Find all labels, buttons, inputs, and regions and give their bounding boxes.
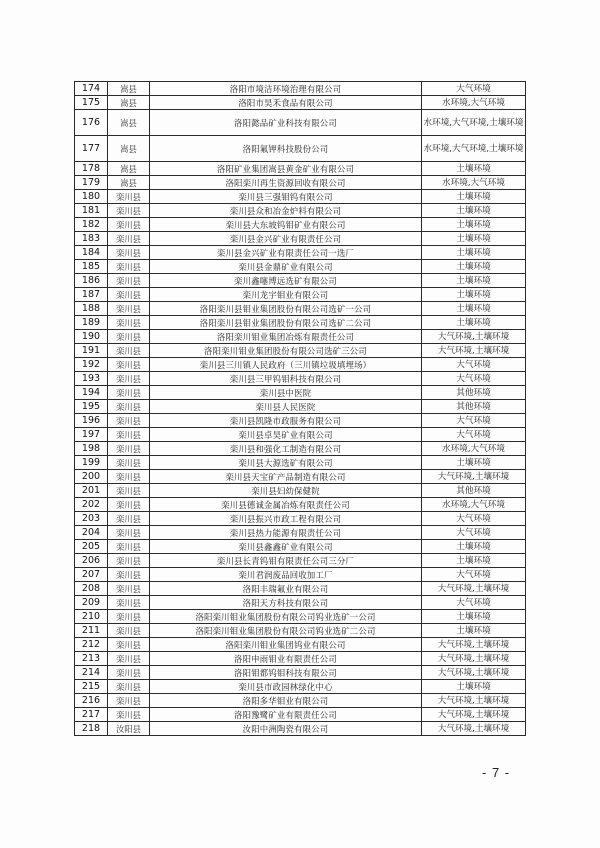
environment-type-cell: 土壤环境 <box>422 218 526 232</box>
environment-type-cell: 大气环境,土壤环境 <box>422 344 526 358</box>
row-number-cell: 214 <box>75 666 108 680</box>
row-number-cell: 209 <box>75 596 108 610</box>
table-row <box>75 694 526 708</box>
environment-type-cell: 其他环境 <box>422 386 526 400</box>
table-row <box>75 428 526 442</box>
county-cell: 栾川县 <box>108 386 150 400</box>
row-number-cell: 179 <box>75 176 108 190</box>
county-cell: 栾川县 <box>108 596 150 610</box>
company-name-cell: 洛阳多华钼业有限公司 <box>150 694 422 708</box>
environment-type-cell: 土壤环境 <box>422 232 526 246</box>
company-name-cell: 汝阳中洲陶瓷有限公司 <box>150 722 422 736</box>
county-cell: 栾川县 <box>108 624 150 638</box>
table-row <box>75 96 526 110</box>
row-number-cell: 205 <box>75 540 108 554</box>
county-cell: 栾川县 <box>108 526 150 540</box>
environment-type-cell: 土壤环境 <box>422 246 526 260</box>
environment-type-cell: 大气环境,土壤环境 <box>422 638 526 652</box>
company-name-cell: 栾川县人民医院 <box>150 400 422 414</box>
environment-type-cell: 水环境,大气环境,土壤环境 <box>422 136 526 162</box>
company-name-cell: 栾川县妇幼保健院 <box>150 484 422 498</box>
environment-type-cell: 大气环境 <box>422 358 526 372</box>
row-number-cell: 217 <box>75 708 108 722</box>
environment-type-cell: 大气环境,土壤环境 <box>422 330 526 344</box>
county-cell: 嵩县 <box>108 162 150 176</box>
row-number-cell: 197 <box>75 428 108 442</box>
environment-type-cell: 大气环境,土壤环境 <box>422 470 526 484</box>
company-name-cell: 栾川县长青钨钼有限责任公司三分厂 <box>150 554 422 568</box>
table-row <box>75 526 526 540</box>
row-number-cell: 211 <box>75 624 108 638</box>
row-number-cell: 215 <box>75 680 108 694</box>
table-row <box>75 372 526 386</box>
table-row <box>75 722 526 736</box>
company-name-cell: 栾川县三强钼钨有限公司 <box>150 190 422 204</box>
company-name-cell: 洛阳栾川钼业集团钨业有限公司 <box>150 638 422 652</box>
row-number-cell: 184 <box>75 246 108 260</box>
company-name-cell: 栾川鑫噻博远选矿有限公司 <box>150 274 422 288</box>
table-row <box>75 680 526 694</box>
row-number-cell: 212 <box>75 638 108 652</box>
row-number-cell: 206 <box>75 554 108 568</box>
table-row <box>75 666 526 680</box>
company-name-cell: 栾川龙宇钼业有限公司 <box>150 288 422 302</box>
county-cell: 栾川县 <box>108 484 150 498</box>
row-number-cell: 200 <box>75 470 108 484</box>
table-row <box>75 204 526 218</box>
company-name-cell: 栾川县振兴市政工程有限公司 <box>150 512 422 526</box>
table-row <box>75 136 526 162</box>
table-row <box>75 218 526 232</box>
county-cell: 栾川县 <box>108 344 150 358</box>
county-cell: 栾川县 <box>108 316 150 330</box>
row-number-cell: 195 <box>75 400 108 414</box>
row-number-cell: 194 <box>75 386 108 400</box>
table-body <box>75 82 526 736</box>
company-name-cell: 洛阳申雨钼业有限责任公司 <box>150 652 422 666</box>
table-row <box>75 190 526 204</box>
table-row <box>75 176 526 190</box>
environment-type-cell: 大气环境 <box>422 372 526 386</box>
company-name-cell: 栾川县和强化工制造有限公司 <box>150 442 422 456</box>
company-name-cell: 栾川君润废品回收加工厂 <box>150 568 422 582</box>
row-number-cell: 187 <box>75 288 108 302</box>
company-name-cell: 洛阳市昊禾食品有限公司 <box>150 96 422 110</box>
county-cell: 栾川县 <box>108 358 150 372</box>
county-cell: 栾川县 <box>108 414 150 428</box>
row-number-cell: 218 <box>75 722 108 736</box>
environment-type-cell: 土壤环境 <box>422 456 526 470</box>
company-name-cell: 洛阳栾川钼业集团股份有限公司选矿三公司 <box>150 344 422 358</box>
company-name-cell: 栾川县中医院 <box>150 386 422 400</box>
county-cell: 栾川县 <box>108 498 150 512</box>
company-name-cell: 栾川县德诚金属冶炼有限责任公司 <box>150 498 422 512</box>
environment-type-cell: 土壤环境 <box>422 274 526 288</box>
environment-type-cell: 土壤环境 <box>422 162 526 176</box>
county-cell: 嵩县 <box>108 136 150 162</box>
row-number-cell: 190 <box>75 330 108 344</box>
county-cell: 栾川县 <box>108 442 150 456</box>
company-name-cell: 洛阳丰瑞氟业有限公司 <box>150 582 422 596</box>
company-name-cell: 洛阳栾川钼业集团冶炼有限责任公司 <box>150 330 422 344</box>
row-number-cell: 176 <box>75 110 108 136</box>
company-name-cell: 洛阳栾川钼业集团股份有限公司钨业选矿一公司 <box>150 610 422 624</box>
row-number-cell: 186 <box>75 274 108 288</box>
county-cell: 栾川县 <box>108 694 150 708</box>
row-number-cell: 210 <box>75 610 108 624</box>
company-name-cell: 栾川县凯隆市政服务有限公司 <box>150 414 422 428</box>
environment-type-cell: 大气环境,土壤环境 <box>422 652 526 666</box>
company-name-cell: 洛阳栾川再生资源回收有限公司 <box>150 176 422 190</box>
environment-type-cell: 大气环境,土壤环境 <box>422 722 526 736</box>
row-number-cell: 178 <box>75 162 108 176</box>
row-number-cell: 189 <box>75 316 108 330</box>
county-cell: 栾川县 <box>108 302 150 316</box>
county-cell: 嵩县 <box>108 96 150 110</box>
row-number-cell: 188 <box>75 302 108 316</box>
county-cell: 栾川县 <box>108 400 150 414</box>
company-name-cell: 洛阳懿品矿业科技有限公司 <box>150 110 422 136</box>
table-row <box>75 246 526 260</box>
county-cell: 栾川县 <box>108 554 150 568</box>
table-row <box>75 484 526 498</box>
page-number: - 7 - <box>482 765 511 780</box>
table-row <box>75 610 526 624</box>
enterprise-list-table <box>74 81 526 736</box>
company-name-cell: 栾川县三川镇人民政府（三川镇垃圾填埋场） <box>150 358 422 372</box>
row-number-cell: 204 <box>75 526 108 540</box>
table-row <box>75 456 526 470</box>
environment-type-cell: 大气环境 <box>422 596 526 610</box>
company-name-cell: 洛阳钼都钨钼科技有限公司 <box>150 666 422 680</box>
county-cell: 栾川县 <box>108 232 150 246</box>
county-cell: 栾川县 <box>108 610 150 624</box>
environment-type-cell: 土壤环境 <box>422 204 526 218</box>
company-name-cell: 栾川县天宝矿产品制造有限公司 <box>150 470 422 484</box>
row-number-cell: 175 <box>75 96 108 110</box>
row-number-cell: 181 <box>75 204 108 218</box>
environment-type-cell: 水环境,大气环境 <box>422 498 526 512</box>
company-name-cell: 栾川县金兴矿业有限责任公司 <box>150 232 422 246</box>
company-name-cell: 栾川县金鼎矿业有限公司 <box>150 260 422 274</box>
table-row <box>75 316 526 330</box>
row-number-cell: 207 <box>75 568 108 582</box>
environment-type-cell: 土壤环境 <box>422 540 526 554</box>
county-cell: 栾川县 <box>108 708 150 722</box>
environment-type-cell: 大气环境,土壤环境 <box>422 694 526 708</box>
table-row <box>75 330 526 344</box>
row-number-cell: 202 <box>75 498 108 512</box>
company-name-cell: 栾川县金兴矿业有限责任公司一选厂 <box>150 246 422 260</box>
environment-type-cell: 大气环境 <box>422 526 526 540</box>
table-row <box>75 110 526 136</box>
county-cell: 栾川县 <box>108 470 150 484</box>
environment-type-cell: 土壤环境 <box>422 610 526 624</box>
row-number-cell: 180 <box>75 190 108 204</box>
environment-type-cell: 其他环境 <box>422 400 526 414</box>
county-cell: 嵩县 <box>108 110 150 136</box>
company-name-cell: 栾川县大源选矿有限公司 <box>150 456 422 470</box>
table-row <box>75 512 526 526</box>
row-number-cell: 198 <box>75 442 108 456</box>
county-cell: 栾川县 <box>108 288 150 302</box>
table-row <box>75 162 526 176</box>
county-cell: 栾川县 <box>108 190 150 204</box>
county-cell: 栾川县 <box>108 204 150 218</box>
county-cell: 栾川县 <box>108 540 150 554</box>
county-cell: 栾川县 <box>108 680 150 694</box>
table-row <box>75 260 526 274</box>
environment-type-cell: 土壤环境 <box>422 316 526 330</box>
table-row <box>75 540 526 554</box>
table-row <box>75 386 526 400</box>
row-number-cell: 183 <box>75 232 108 246</box>
county-cell: 栾川县 <box>108 666 150 680</box>
environment-type-cell: 土壤环境 <box>422 260 526 274</box>
company-name-cell: 洛阳矿业集团嵩县黄金矿业有限公司 <box>150 162 422 176</box>
environment-type-cell: 大气环境 <box>422 82 526 96</box>
table-row <box>75 652 526 666</box>
table-row <box>75 232 526 246</box>
row-number-cell: 182 <box>75 218 108 232</box>
environment-type-cell: 其他环境 <box>422 484 526 498</box>
row-number-cell: 213 <box>75 652 108 666</box>
company-name-cell: 洛阳氟钾科技股份公司 <box>150 136 422 162</box>
row-number-cell: 196 <box>75 414 108 428</box>
county-cell: 嵩县 <box>108 176 150 190</box>
table-row <box>75 274 526 288</box>
county-cell: 栾川县 <box>108 260 150 274</box>
company-name-cell: 栾川县鑫鑫矿业有限公司 <box>150 540 422 554</box>
company-name-cell: 洛阳栾川钼业集团股份有限公司钨业选矿二公司 <box>150 624 422 638</box>
county-cell: 栾川县 <box>108 218 150 232</box>
county-cell: 栾川县 <box>108 568 150 582</box>
county-cell: 栾川县 <box>108 582 150 596</box>
company-name-cell: 栾川县三甲钨钼科技有限公司 <box>150 372 422 386</box>
environment-type-cell: 水环境,大气环境 <box>422 176 526 190</box>
environment-type-cell: 水环境,大气环境,土壤环境 <box>422 110 526 136</box>
county-cell: 栾川县 <box>108 428 150 442</box>
table-row <box>75 344 526 358</box>
county-cell: 嵩县 <box>108 82 150 96</box>
row-number-cell: 201 <box>75 484 108 498</box>
table-row <box>75 568 526 582</box>
environment-type-cell: 土壤环境 <box>422 680 526 694</box>
table-row <box>75 596 526 610</box>
row-number-cell: 191 <box>75 344 108 358</box>
environment-type-cell: 土壤环境 <box>422 554 526 568</box>
county-cell: 栾川县 <box>108 456 150 470</box>
table-row <box>75 82 526 96</box>
row-number-cell: 203 <box>75 512 108 526</box>
environment-type-cell: 土壤环境 <box>422 190 526 204</box>
company-name-cell: 洛阳栾川县钼业集团股份有限公司选矿一公司 <box>150 302 422 316</box>
environment-type-cell: 土壤环境 <box>422 288 526 302</box>
company-name-cell: 栾川县热力能源有限责任公司 <box>150 526 422 540</box>
row-number-cell: 208 <box>75 582 108 596</box>
table-row <box>75 582 526 596</box>
table-row <box>75 708 526 722</box>
county-cell: 栾川县 <box>108 512 150 526</box>
row-number-cell: 192 <box>75 358 108 372</box>
county-cell: 栾川县 <box>108 274 150 288</box>
table-row <box>75 442 526 456</box>
environment-type-cell: 水环境,大气环境 <box>422 96 526 110</box>
environment-type-cell: 大气环境 <box>422 512 526 526</box>
table-row <box>75 624 526 638</box>
table-row <box>75 554 526 568</box>
company-name-cell: 洛阳豫鹭矿业有限责任公司 <box>150 708 422 722</box>
environment-type-cell: 土壤环境 <box>422 624 526 638</box>
county-cell: 汝阳县 <box>108 722 150 736</box>
table-row <box>75 358 526 372</box>
county-cell: 栾川县 <box>108 246 150 260</box>
environment-type-cell: 大气环境 <box>422 568 526 582</box>
table-row <box>75 302 526 316</box>
table-row <box>75 400 526 414</box>
company-name-cell: 栾川县众和冶金炉料有限公司 <box>150 204 422 218</box>
company-name-cell: 栾川县卓昊矿业有限公司 <box>150 428 422 442</box>
table-row <box>75 498 526 512</box>
table-row <box>75 470 526 484</box>
company-name-cell: 洛阳市境洁环境治理有限公司 <box>150 82 422 96</box>
table-row <box>75 638 526 652</box>
company-name-cell: 洛阳栾川县钼业集团股份有限公司选矿二公司 <box>150 316 422 330</box>
row-number-cell: 174 <box>75 82 108 96</box>
environment-type-cell: 水环境,大气环境 <box>422 442 526 456</box>
environment-type-cell: 大气环境,土壤环境 <box>422 582 526 596</box>
company-name-cell: 栾川县大东坡钨钼矿业有限公司 <box>150 218 422 232</box>
row-number-cell: 177 <box>75 136 108 162</box>
county-cell: 栾川县 <box>108 652 150 666</box>
environment-type-cell: 大气环境,土壤环境 <box>422 666 526 680</box>
county-cell: 栾川县 <box>108 372 150 386</box>
table-row <box>75 414 526 428</box>
row-number-cell: 199 <box>75 456 108 470</box>
environment-type-cell: 大气环境 <box>422 414 526 428</box>
company-name-cell: 洛阳天方科技有限公司 <box>150 596 422 610</box>
row-number-cell: 185 <box>75 260 108 274</box>
county-cell: 栾川县 <box>108 638 150 652</box>
row-number-cell: 216 <box>75 694 108 708</box>
environment-type-cell: 大气环境,土壤环境 <box>422 708 526 722</box>
row-number-cell: 193 <box>75 372 108 386</box>
table-row <box>75 288 526 302</box>
environment-type-cell: 大气环境 <box>422 428 526 442</box>
county-cell: 栾川县 <box>108 330 150 344</box>
environment-type-cell: 土壤环境 <box>422 302 526 316</box>
company-name-cell: 栾川县市政园林绿化中心 <box>150 680 422 694</box>
